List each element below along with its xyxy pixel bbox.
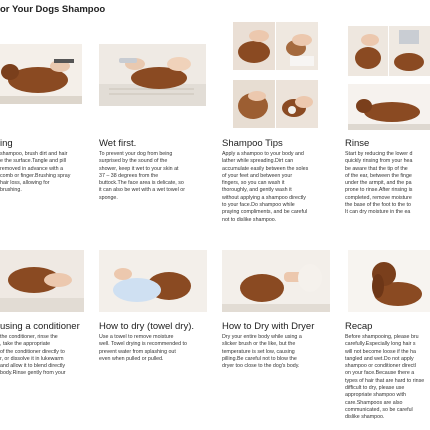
- step-heading-shampoo-tips: Shampoo Tips: [222, 138, 283, 149]
- step-text-line: temperature is set low, causing: [222, 348, 295, 355]
- step-text-line: be aware that the tip of the: [345, 165, 408, 172]
- step-text-line: appropriate shampoo with: [345, 392, 406, 399]
- step-text-line: care.Shampoos are also: [345, 399, 403, 406]
- step-text-line: To prevent your dog from being: [99, 151, 173, 157]
- step-text-line: lather while spreading.Dirt can: [222, 158, 294, 165]
- photo-recap: [348, 250, 430, 312]
- step-text-line: prevent water from splashing out: [99, 348, 176, 355]
- page-title: or Your Dogs Shampoo: [0, 4, 106, 15]
- step-text-line: under the armpit, and the pa: [345, 180, 412, 187]
- step-text-line: thoroughly, and gently wash it: [222, 187, 292, 194]
- step-text-line: the conditioner, rinse the: [0, 334, 58, 340]
- step-text-line: difficult to dry, please use: [345, 385, 405, 392]
- step-text-line: tangled and wet.Do not apply: [345, 355, 414, 362]
- photo-conditioner: [0, 250, 84, 312]
- step-text-wet-first: [99, 151, 211, 211]
- step-text-conditioner: [0, 334, 88, 380]
- step-text-line: Before shampooing, please bru: [345, 334, 419, 340]
- step-text-line: hair loss, allowing for: [0, 180, 50, 187]
- step-text-line: removed in advance with a: [0, 165, 64, 172]
- step-heading-wet-first: Wet first.: [99, 138, 137, 149]
- step-text-shampoo-tips: [222, 151, 336, 227]
- step-text-line: Use a towel to remove moisture: [99, 334, 174, 340]
- step-text-line: fingers, so you can wash it: [222, 180, 285, 187]
- step-text-line: r, or dissolve it in lukewarm: [0, 355, 64, 362]
- step-text-line: well. Towel drying is recommended to: [99, 341, 187, 348]
- step-text-line: on your face.Because there a: [345, 370, 415, 377]
- step-text-line: shampoo or conditioner directl: [345, 363, 416, 370]
- step-heading-conditioner: using a conditioner: [0, 321, 80, 332]
- step-text-line: quickly rinsing from your hea: [345, 158, 413, 165]
- step-text-brushing: [0, 151, 86, 205]
- photo-shampoo-1: [233, 22, 275, 70]
- step-text-line: shampoo, brush dirt and hair: [0, 151, 68, 157]
- step-heading-rinse: Rinse: [345, 138, 370, 149]
- step-text-towel-dry: [99, 334, 213, 366]
- photo-rinse-3: [348, 84, 430, 130]
- step-text-line: 37 – 38 degrees from the: [99, 172, 159, 179]
- step-text-line: buttock.The face area is delicate, so: [99, 180, 184, 187]
- step-text-line: types of hair that are hard to rinse: [345, 377, 425, 384]
- step-text-line: of the ear, between the finge: [345, 172, 412, 179]
- step-heading-towel-dry: How to dry (towel dry).: [99, 321, 195, 332]
- step-text-rinse: [345, 151, 430, 221]
- step-text-line: of the conditioner directly to: [0, 348, 65, 355]
- photo-brushing: [0, 44, 82, 104]
- step-text-line: e the surface.Tangle and pill: [0, 158, 66, 165]
- step-text-line: even when pulled or pulled.: [99, 355, 164, 362]
- step-text-line: the base of the foot to the to: [345, 202, 411, 209]
- step-text-line: praying compliments, and be careful: [222, 209, 308, 216]
- step-text-line: Start by reducing the lower d: [345, 151, 413, 157]
- photo-rinse-1: [348, 26, 388, 76]
- step-text-line: of your feet and between your: [222, 172, 293, 179]
- step-text-line: pilling.Be careful not to blow the: [222, 355, 297, 362]
- step-text-line: prone to rinse.After rinsing is: [345, 187, 413, 194]
- step-text-line: communicated, so be careful: [345, 406, 413, 413]
- step-heading-brushing: ing: [0, 138, 13, 149]
- step-text-line: to your face.Do shampoo while: [222, 202, 295, 209]
- photo-shampoo-4: [276, 80, 318, 128]
- step-text-line: slicker brush or the like, but the: [222, 341, 296, 348]
- photo-dryer: [222, 250, 330, 312]
- step-text-line: It can dry moisture in the ea: [345, 209, 411, 216]
- step-text-line: shower, keep it wet to your skin at: [99, 165, 179, 172]
- step-text-line: brushing.: [0, 187, 22, 194]
- photo-shampoo-3: [233, 80, 275, 128]
- step-text-line: without applying a shampoo directly: [222, 194, 306, 201]
- step-text-line: not to dislike shampoo.: [222, 216, 277, 223]
- step-text-line: body.Rinse gently from your: [0, 370, 66, 377]
- step-text-line: it can also be wet with a wet towel or: [99, 187, 185, 194]
- step-heading-dryer: How to Dry with Dryer: [222, 321, 315, 332]
- step-text-dryer: [222, 334, 336, 374]
- step-text-line: Dry your entire body while using a: [222, 334, 302, 340]
- photo-wet-first: [99, 44, 206, 106]
- step-text-line: Apply a shampoo to your body and: [222, 151, 304, 157]
- step-text-line: dislike shampoo.: [345, 414, 385, 421]
- photo-shampoo-2: [276, 22, 318, 70]
- step-text-recap: [345, 334, 430, 424]
- step-text-line: carefully.Especially long hair s: [345, 341, 416, 348]
- step-text-line: sponge.: [99, 194, 118, 201]
- step-text-line: , take the appropriate: [0, 341, 51, 348]
- step-text-line: completed, remove moisture: [345, 194, 412, 201]
- step-heading-recap: Recap: [345, 321, 373, 332]
- step-text-line: and allow it to blend directly: [0, 363, 66, 370]
- step-text-line: comb or finger.Brushing spray: [0, 172, 71, 179]
- photo-rinse-2: [389, 26, 430, 76]
- step-text-line: accumulate easily between the soles: [222, 165, 309, 172]
- step-text-line: dryer too close to the dog's body.: [222, 363, 300, 370]
- step-text-line: will not become loose if the ha: [345, 348, 416, 355]
- photo-towel-dry: [99, 250, 207, 312]
- step-text-line: surprised by the sound of the: [99, 158, 168, 165]
